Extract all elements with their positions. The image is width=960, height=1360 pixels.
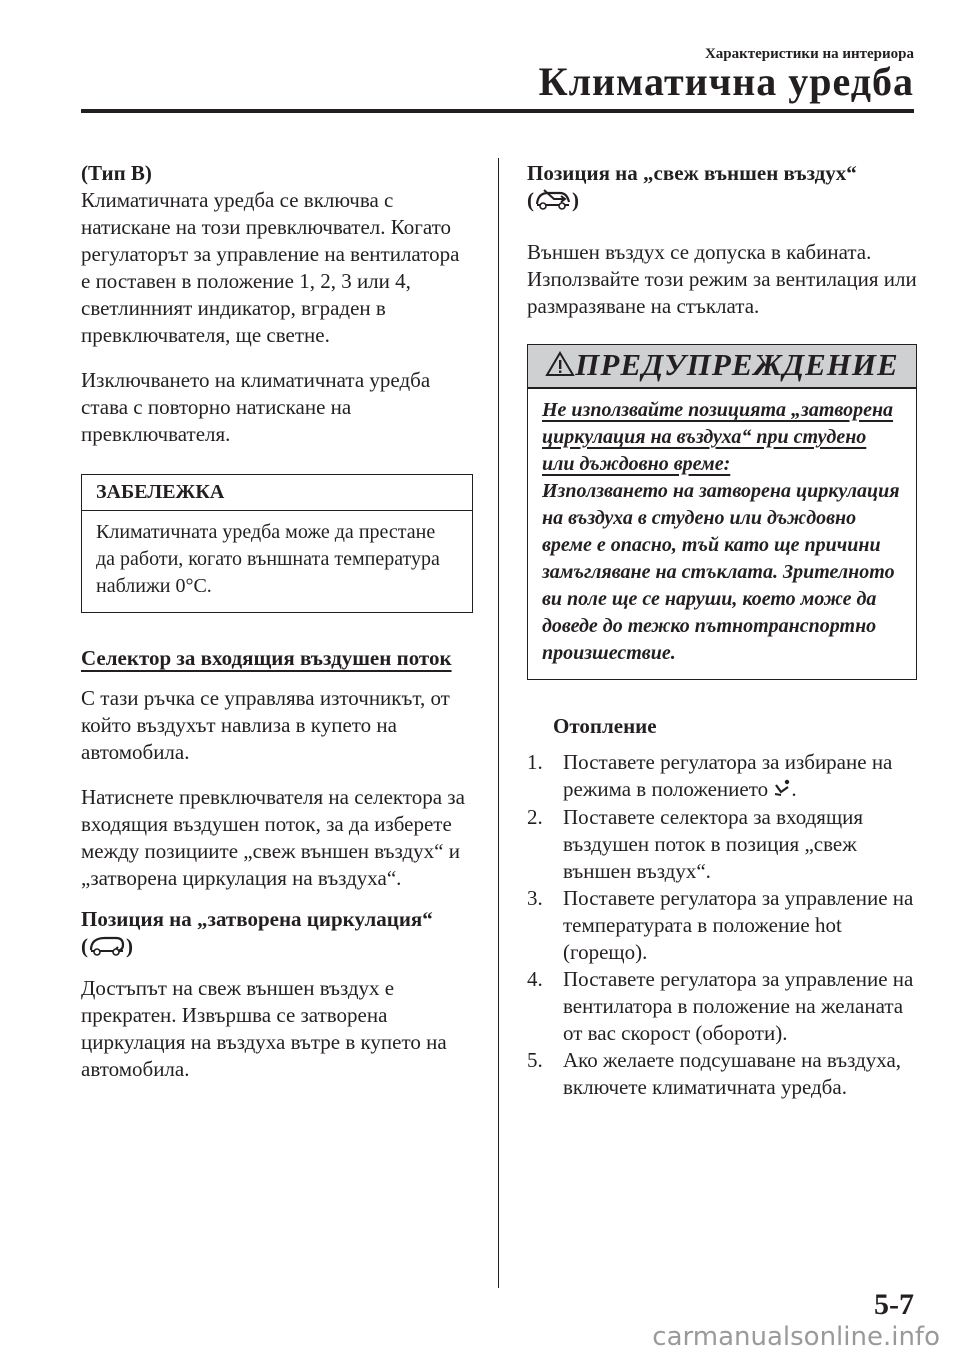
right-column	[527, 160, 917, 1101]
step-number: 3.	[527, 886, 543, 911]
step-text: Поставете регулатора за управление на температурата в положение hot (горещо).	[563, 886, 914, 965]
paragraph-fresh: Външен въздух се допуска в кабината. Използвайте този режим за вентилация или размразяване на стъклата.	[527, 239, 917, 318]
selector-heading-text: Селектор за входящия въздушен поток	[81, 646, 452, 670]
warning-box	[527, 344, 917, 680]
warning-header	[528, 345, 916, 389]
list-item	[527, 1047, 917, 1101]
list-item	[527, 749, 917, 805]
warning-triangle-icon	[545, 349, 575, 385]
floor-mode-icon	[773, 777, 791, 804]
selector-heading	[81, 643, 473, 673]
note-box	[81, 474, 473, 613]
page-number: 5-7	[874, 1288, 914, 1321]
header-rule	[81, 109, 914, 113]
watermark: carmanualsonline.info	[652, 1322, 940, 1352]
note-title: ЗАБЕЛЕЖКА	[82, 475, 472, 511]
left-column	[81, 160, 473, 1083]
paragraph-selector: С тази ръчка се управлява източникът, от който въздухът навлиза в купето на автомобила.	[81, 686, 450, 764]
step-text: Поставете селектора за входящия въздушен поток в позиция „свеж външен въздух“.	[563, 805, 864, 884]
warning-text: Използването на затворена циркулация на въздуха в студено или дъждовно време е опасно, тъй като ще причини замъгляване на стъклата. Зрителното ви поле ще се наруши, което може да доведе до тежко пътнотранспортно произшествие.	[542, 479, 900, 664]
step-number: 1.	[527, 749, 543, 774]
warning-lead: Не използвайте позицията „затворена циркулация на въздуха“ при студено или дъждовно време:	[542, 398, 894, 475]
step-text: Поставете регулатора за управление на вентилатора в положение на желаната от вас скорост (обороти).	[563, 967, 914, 1046]
list-item	[527, 804, 917, 885]
paragraph-closed: Достъпът на свеж външен въздух е прекратен. Извършва се затворена циркулация на въздуха вътре в купето на автомобила.	[81, 975, 447, 1081]
section-label: Характеристики на интериора	[704, 46, 914, 62]
step-number: 2.	[527, 805, 543, 830]
list-item	[527, 966, 917, 1047]
fresh-icon-line: ( )	[527, 187, 917, 217]
warning-body	[528, 389, 916, 679]
fresh-air-icon	[534, 188, 572, 217]
step-number: 4.	[527, 967, 543, 992]
chapter-title: Климатична уредба	[538, 59, 914, 104]
step-tail: .	[791, 776, 797, 801]
closed-heading: Позиция на „затворена циркулация“	[81, 907, 433, 931]
step-text: Ако желаете подсушаване на въздуха, включете климатичната уредба.	[563, 1048, 902, 1100]
paragraph-ac-on: Климатичната уредба се включва с натискане на този превключвател. Когато регулаторът за управление на вентилатора е поставен в положение 1, 2, 3 или 4, светлинният индикатор, вграден в превключвателя, ще светне.	[81, 188, 460, 347]
heating-steps	[527, 749, 917, 1102]
closed-icon-line: ( )	[81, 933, 473, 963]
closed-heading-block	[81, 906, 473, 963]
warning-title: ПРЕДУПРЕЖДЕНИЕ	[575, 346, 899, 382]
fresh-heading: Позиция на „свеж външен въздух“	[527, 161, 857, 185]
list-item	[527, 885, 917, 966]
type-label: (Тип B)	[81, 161, 152, 185]
heating-heading: Отопление	[553, 713, 657, 738]
recirculation-icon	[88, 934, 126, 963]
paragraph-selector-press: Натиснете превключвателя на селектора за входящия въздушен поток, за да изберете между позициите „свеж външен въздух“ и „затворена циркулация на въздуха“.	[81, 785, 465, 890]
paragraph-ac-off: Изключването на климатичната уредба става с повторно натискане на превключвателя.	[81, 368, 431, 446]
note-text: Климатичната уредба може да престане да работи, когато външната температура наближи 0°C.	[96, 521, 440, 597]
step-text: Поставете регулатора за избиране на режима в положението	[563, 749, 893, 801]
step-number: 5.	[527, 1048, 543, 1073]
column-divider	[498, 158, 499, 1288]
